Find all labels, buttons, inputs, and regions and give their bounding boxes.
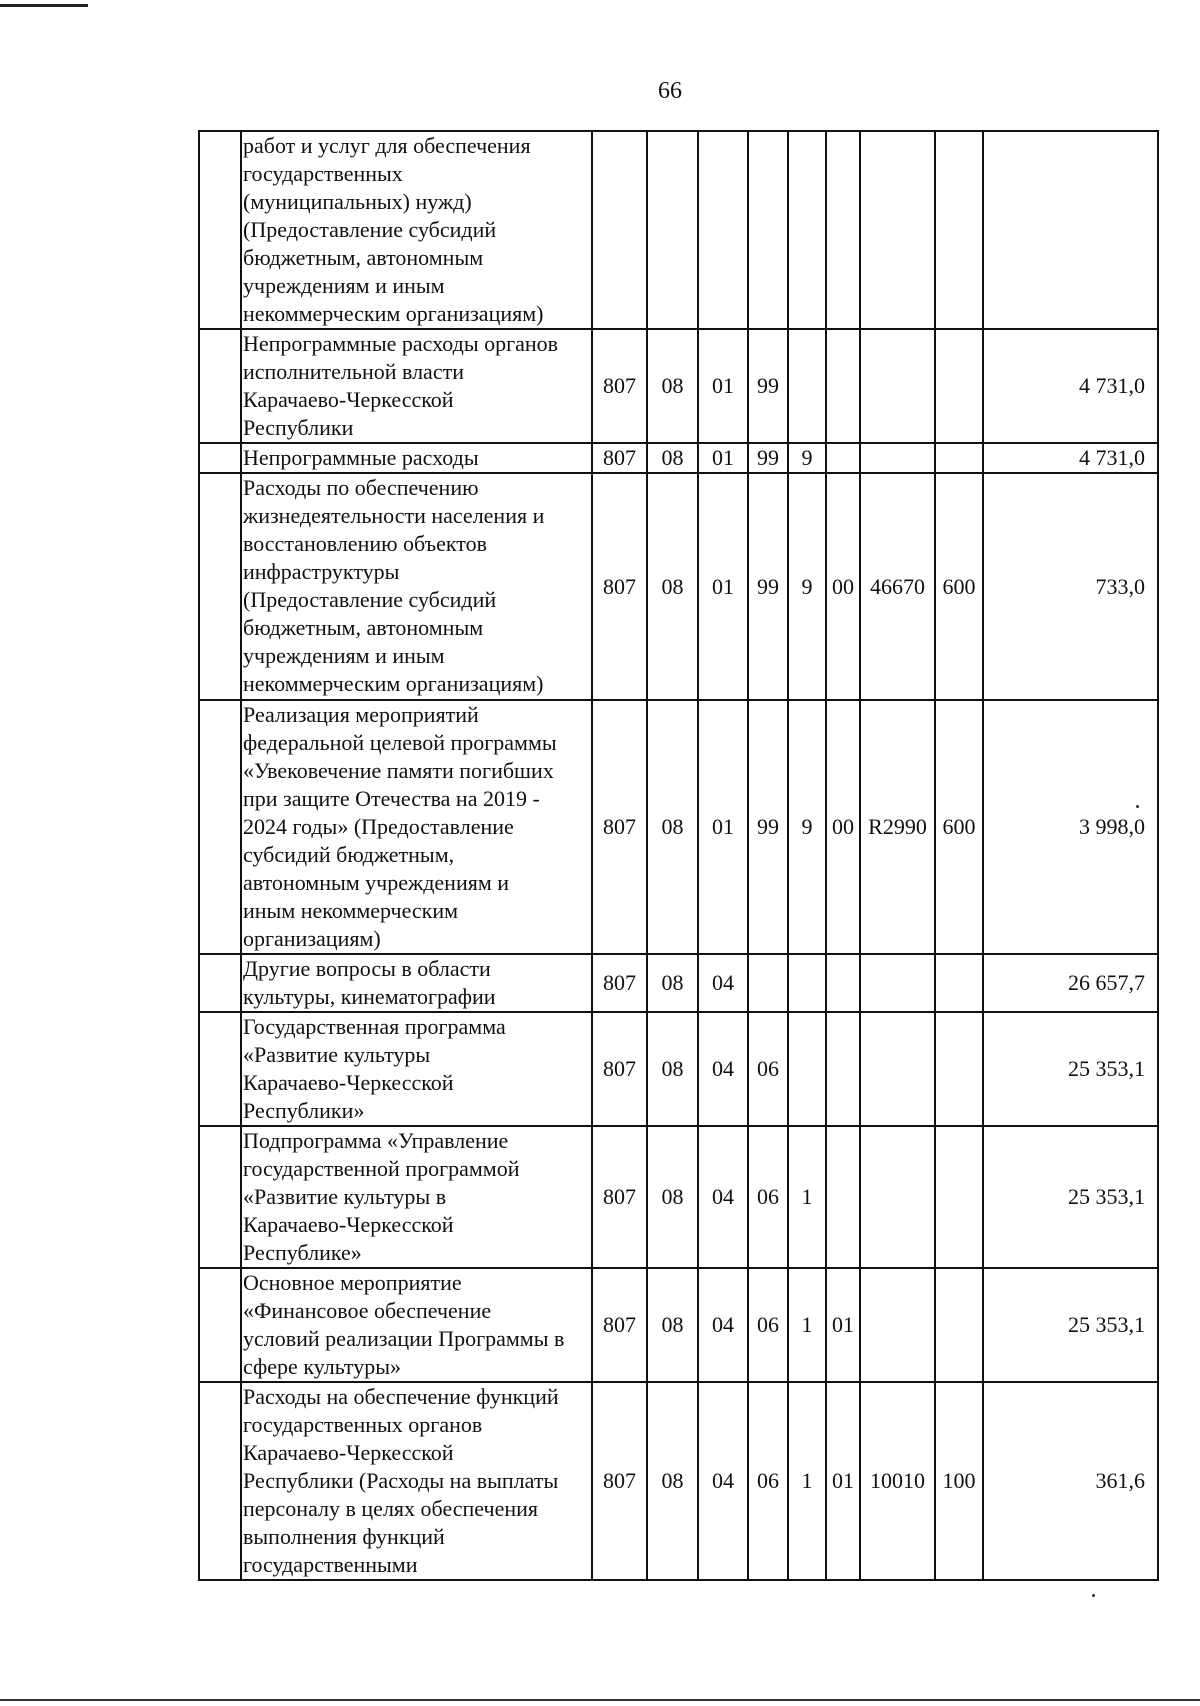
subprogram-code-cell	[788, 1012, 826, 1126]
subsection-code-cell: 04	[698, 1268, 748, 1382]
table-row	[199, 1268, 1158, 1382]
row-name-cell: Подпрограмма «Управление государственной программой «Развитие культуры в Карачаево-Черкесской Республике»	[241, 1126, 592, 1268]
table-row	[199, 473, 1158, 700]
expense-type-cell: 600	[935, 700, 983, 954]
table-body	[199, 131, 1158, 1580]
activity-code-cell	[826, 131, 860, 329]
amount-cell: 361,6	[983, 1382, 1158, 1580]
ministry-code-cell: 807	[592, 329, 647, 443]
program-code-cell	[748, 131, 788, 329]
ministry-code-cell: 807	[592, 1268, 647, 1382]
expense-type-cell	[935, 1126, 983, 1268]
expense-direction-cell: 46670	[860, 473, 935, 700]
section-code-cell: 08	[647, 329, 698, 443]
row-number-cell	[199, 1012, 241, 1126]
activity-code-cell: 00	[826, 700, 860, 954]
expense-direction-cell	[860, 131, 935, 329]
subprogram-code-cell: 9	[788, 700, 826, 954]
table-row	[199, 1126, 1158, 1268]
activity-code-cell	[826, 1126, 860, 1268]
row-number-cell	[199, 131, 241, 329]
subprogram-code-cell	[788, 131, 826, 329]
expense-type-cell	[935, 1012, 983, 1126]
table-row	[199, 131, 1158, 329]
subprogram-code-cell	[788, 329, 826, 443]
subprogram-code-cell: 1	[788, 1268, 826, 1382]
expense-direction-cell	[860, 443, 935, 473]
ministry-code-cell	[592, 131, 647, 329]
ministry-code-cell: 807	[592, 954, 647, 1012]
table-row	[199, 443, 1158, 473]
subsection-code-cell: 01	[698, 700, 748, 954]
amount-cell: 4 731,0	[983, 329, 1158, 443]
program-code-cell: 06	[748, 1126, 788, 1268]
amount-cell	[983, 131, 1158, 329]
section-code-cell: 08	[647, 1382, 698, 1580]
activity-code-cell	[826, 1012, 860, 1126]
scan-edge-mark	[0, 4, 88, 7]
program-code-cell: 06	[748, 1012, 788, 1126]
subsection-code-cell: 04	[698, 954, 748, 1012]
expense-type-cell	[935, 329, 983, 443]
expense-direction-cell	[860, 954, 935, 1012]
page-number: 66	[658, 78, 682, 104]
section-code-cell: 08	[647, 700, 698, 954]
ministry-code-cell: 807	[592, 1126, 647, 1268]
subprogram-code-cell	[788, 954, 826, 1012]
activity-code-cell	[826, 954, 860, 1012]
scan-bottom-edge	[0, 1699, 1200, 1701]
row-name-cell: Основное мероприятие «Финансовое обеспечение условий реализации Программы в сфере культуры»	[241, 1268, 592, 1382]
table-row	[199, 329, 1158, 443]
amount-cell: 26 657,7	[983, 954, 1158, 1012]
program-code-cell: 99	[748, 473, 788, 700]
expense-direction-cell	[860, 1268, 935, 1382]
ministry-code-cell: 807	[592, 700, 647, 954]
section-code-cell: 08	[647, 1268, 698, 1382]
expense-type-cell	[935, 1268, 983, 1382]
row-name-cell: Реализация мероприятий федеральной целевой программы «Увековечение памяти погибших при защите Отечества на 2019 - 2024 годы» (Предоставление субсидий бюджетным, автономным учреждениям и иным некоммерческим организациям)	[241, 700, 592, 954]
table-row	[199, 954, 1158, 1012]
row-name-cell: Расходы на обеспечение функций государственных органов Карачаево-Черкесской Республики (Расходы на выплаты персоналу в целях обеспечения выполнения функций государственными	[241, 1382, 592, 1580]
scan-speck	[1136, 805, 1139, 808]
ministry-code-cell: 807	[592, 473, 647, 700]
expense-type-cell: 600	[935, 473, 983, 700]
subsection-code-cell	[698, 131, 748, 329]
table-row	[199, 1382, 1158, 1580]
subprogram-code-cell: 9	[788, 443, 826, 473]
subsection-code-cell: 01	[698, 473, 748, 700]
program-code-cell: 99	[748, 443, 788, 473]
section-code-cell: 08	[647, 443, 698, 473]
subprogram-code-cell: 9	[788, 473, 826, 700]
expense-type-cell	[935, 443, 983, 473]
activity-code-cell	[826, 443, 860, 473]
row-number-cell	[199, 443, 241, 473]
subprogram-code-cell: 1	[788, 1382, 826, 1580]
table-row	[199, 1012, 1158, 1126]
expense-direction-cell: R2990	[860, 700, 935, 954]
expense-type-cell: 100	[935, 1382, 983, 1580]
activity-code-cell: 00	[826, 473, 860, 700]
subsection-code-cell: 04	[698, 1382, 748, 1580]
program-code-cell	[748, 954, 788, 1012]
budget-table	[198, 130, 1159, 1581]
program-code-cell: 99	[748, 700, 788, 954]
program-code-cell: 06	[748, 1382, 788, 1580]
program-code-cell: 99	[748, 329, 788, 443]
activity-code-cell	[826, 329, 860, 443]
row-number-cell	[199, 329, 241, 443]
expense-direction-cell	[860, 1012, 935, 1126]
amount-cell: 25 353,1	[983, 1126, 1158, 1268]
amount-cell: 4 731,0	[983, 443, 1158, 473]
table-row	[199, 700, 1158, 954]
subsection-code-cell: 01	[698, 329, 748, 443]
row-name-cell: Непрограммные расходы органов исполнительной власти Карачаево-Черкесской Республики	[241, 329, 592, 443]
expense-direction-cell	[860, 329, 935, 443]
row-name-cell: работ и услуг для обеспечения государственных (муниципальных) нужд) (Предоставление субсидий бюджетным, автономным учреждениям и иным некоммерческим организациям)	[241, 131, 592, 329]
row-name-cell: Другие вопросы в области культуры, кинематографии	[241, 954, 592, 1012]
row-name-cell: Расходы по обеспечению жизнедеятельности населения и восстановлению объектов инфраструктуры (Предоставление субсидий бюджетным, автономным учреждениям и иным некоммерческим организациям)	[241, 473, 592, 700]
section-code-cell	[647, 131, 698, 329]
subsection-code-cell: 01	[698, 443, 748, 473]
activity-code-cell: 01	[826, 1382, 860, 1580]
row-name-cell: Непрограммные расходы	[241, 443, 592, 473]
row-name-cell: Государственная программа «Развитие культуры Карачаево-Черкесской Республики»	[241, 1012, 592, 1126]
ministry-code-cell: 807	[592, 443, 647, 473]
activity-code-cell: 01	[826, 1268, 860, 1382]
expense-type-cell	[935, 954, 983, 1012]
row-number-cell	[199, 1382, 241, 1580]
amount-cell: 25 353,1	[983, 1268, 1158, 1382]
expense-direction-cell: 10010	[860, 1382, 935, 1580]
subsection-code-cell: 04	[698, 1126, 748, 1268]
amount-cell: 3 998,0	[983, 700, 1158, 954]
ministry-code-cell: 807	[592, 1382, 647, 1580]
amount-cell: 733,0	[983, 473, 1158, 700]
row-number-cell	[199, 954, 241, 1012]
scan-speck	[1092, 1594, 1095, 1597]
section-code-cell: 08	[647, 1012, 698, 1126]
subprogram-code-cell: 1	[788, 1126, 826, 1268]
section-code-cell: 08	[647, 473, 698, 700]
section-code-cell: 08	[647, 954, 698, 1012]
section-code-cell: 08	[647, 1126, 698, 1268]
row-number-cell	[199, 700, 241, 954]
ministry-code-cell: 807	[592, 1012, 647, 1126]
program-code-cell: 06	[748, 1268, 788, 1382]
subsection-code-cell: 04	[698, 1012, 748, 1126]
row-number-cell	[199, 473, 241, 700]
amount-cell: 25 353,1	[983, 1012, 1158, 1126]
row-number-cell	[199, 1268, 241, 1382]
expense-type-cell	[935, 131, 983, 329]
row-number-cell	[199, 1126, 241, 1268]
expense-direction-cell	[860, 1126, 935, 1268]
